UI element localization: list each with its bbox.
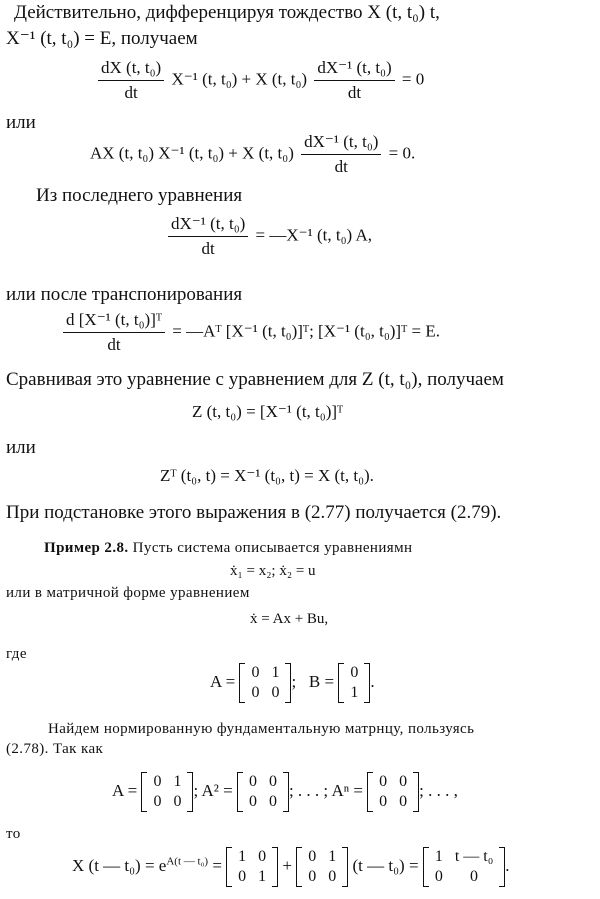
matrix-table [302,847,342,887]
matrix-identity [226,847,278,887]
matrix-table [243,772,283,812]
expression: = —Aᵀ [X⁻¹ (t, t₀)]ᵀ; [X⁻¹ (t₀, t₀)]ᵀ = E. [172,321,440,341]
equation-3 [165,214,372,259]
text-line: или после транспонирования [6,284,243,305]
separator: ; . . . , [419,780,458,800]
matrix-cell: 0 [379,773,388,790]
matrix-label: B = [308,671,335,691]
matrix-cell: 0 [350,664,359,681]
matrix-label: ; . . . ; Aⁿ = [288,780,363,800]
matrix-A [141,772,193,812]
matrix-cell: 1 [328,848,337,865]
matrix-cell: 0 [238,868,247,885]
matrix-cell: 0 [434,868,443,885]
separator: . [505,855,510,875]
numerator: dX⁻¹ (t, t₀) [301,132,381,155]
matrix-cell: 0 [328,868,337,885]
text-line: Найдем нормированную фундаментальную матрнцу, пользуясь [48,721,475,737]
fraction [314,58,394,103]
expression: X⁻¹ (t, t₀) + X (t, t₀) [171,69,308,89]
matrix-label: A = [210,671,236,691]
matrix-cell: 0 [251,664,260,681]
matrix-cell: 0 [248,773,257,790]
denominator: dt [334,157,348,176]
equation-2 [90,132,415,177]
text-line: то [6,826,21,842]
expression: (t — t₀) = [352,855,419,875]
text-line: или [6,112,36,133]
example-text: Пусть система описывается уравнениямн [128,540,413,556]
matrix-cell: 1 [173,773,182,790]
matrix-cell: 0 [308,848,317,865]
expression: = —X⁻¹ (t, t₀) A, [255,225,373,245]
fraction [98,58,164,103]
matrix-cell: 0 [470,868,479,885]
final-equation [72,847,510,887]
exponent: A(t — t₀) [166,855,209,868]
matrix-label: ; A² = [193,780,233,800]
denominator: dt [124,83,138,102]
expression: = 0 [401,69,425,89]
text-line: или [6,437,36,458]
matrix-table [232,847,272,887]
text-line: или в матричной форме уравнением [6,585,250,601]
matrix-cell: 0 [268,793,277,810]
matrices-AB [210,663,375,703]
matrix-cell: 0 [153,773,162,790]
matrix-cell: 1 [258,868,267,885]
matrix-table [344,663,364,703]
matrix-equation: ẋ = Ax + Bu, [250,611,329,627]
equation-1 [95,58,424,103]
expression: X (t — t₀) = e [72,855,167,875]
denominator: dt [347,83,362,102]
fraction [301,132,381,177]
text-line: (2.78). Так как [6,741,104,757]
numerator: d [X⁻¹ (t, t₀)]ᵀ [63,310,165,333]
matrix-cell: t — t₀ [454,848,494,865]
numerator: dX⁻¹ (t, t₀) [168,214,248,237]
matrix-cell: 1 [350,684,359,701]
separator: ; [291,671,297,691]
text-line: Сравнивая это уравнение с уравнением для Z (t, t₀), получаем [6,369,504,390]
matrix-table [373,772,413,812]
matrix-cell: 0 [251,684,260,701]
matrix-A-n [367,772,419,812]
matrix-A-squared [237,772,289,812]
matrix-table [245,663,285,703]
denominator: dt [107,335,121,354]
operator: + [282,855,293,875]
fraction [63,310,165,355]
separator: . [370,671,375,691]
matrix-cell: 0 [258,848,267,865]
expression: AX (t, t₀) X⁻¹ (t, t₀) + X (t, t₀) [90,143,294,163]
matrix-table [429,847,499,887]
text-line: где [6,646,27,662]
example-title: Пример 2.8. [44,540,129,556]
matrix-B [338,663,370,703]
matrix-cell: 0 [379,793,388,810]
matrix-cell: 0 [248,793,257,810]
matrix-cell: 0 [399,793,408,810]
equation-6: Zᵀ (t₀, t) = X⁻¹ (t₀, t) = X (t, t₀). [160,466,374,485]
expression: = 0. [388,143,416,163]
matrix-cell: 0 [173,793,182,810]
example-heading-line [44,540,412,557]
matrix-cell: 1 [434,848,443,865]
numerator: dX (t, t₀) [98,58,164,81]
matrix-A [296,847,348,887]
equation-5: Z (t, t₀) = [X⁻¹ (t, t₀)]ᵀ [192,402,344,421]
matrix-cell: 0 [308,868,317,885]
equation-4 [60,310,440,355]
matrix-cell: 1 [238,848,247,865]
matrix-cell: 0 [153,793,162,810]
text-line: X⁻¹ (t, t₀) = E, получаем [6,28,198,49]
numerator: dX⁻¹ (t, t₀) [314,58,394,81]
matrix-A [239,663,291,703]
matrix-label: A = [112,780,138,800]
matrix-cell: 0 [271,684,280,701]
matrix-cell: 0 [399,773,408,790]
denominator: dt [201,239,215,258]
expression: = [208,855,222,875]
matrix-powers [112,772,458,812]
matrix-result [423,847,505,887]
matrix-table [147,772,187,812]
text-line: Действительно, дифференцируя тождество X (t, t₀) t, [14,2,440,23]
matrix-cell: 0 [268,773,277,790]
text-line: При подстановке этого выражения в (2.77) получается (2.79). [6,502,502,523]
text-line: Из последнего уравнения [36,185,243,206]
matrix-cell: 1 [271,664,280,681]
fraction [168,214,248,259]
system-equation: ẋ₁ = x₂; ẋ₂ = u [230,563,316,579]
